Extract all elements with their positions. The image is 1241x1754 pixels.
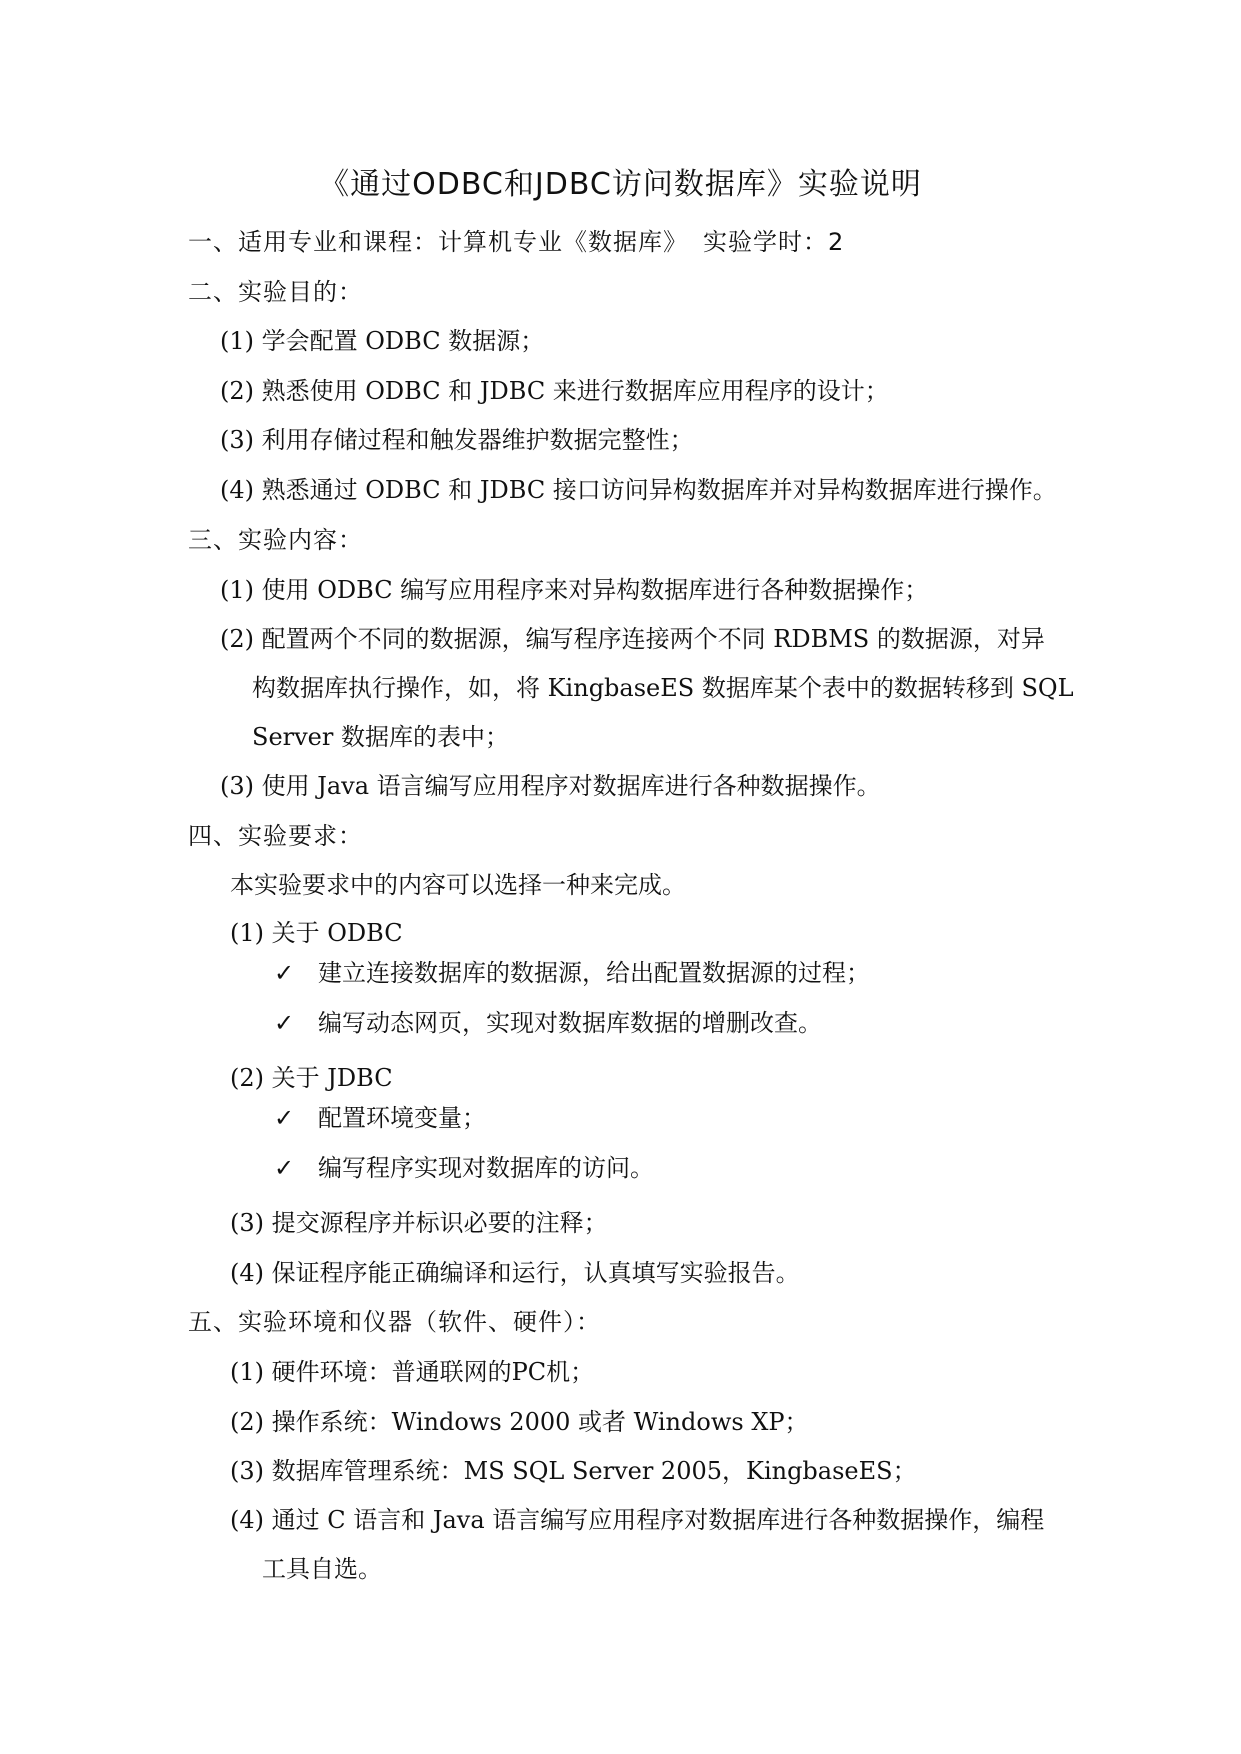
section5-item-3: (3) 数据库管理系统：MS SQL Server 2005，KingbaseES； bbox=[230, 1457, 917, 1485]
section4-odbc-label: (1) 关于 ODBC bbox=[230, 919, 403, 947]
section4-item-4: (4) 保证程序能正确编译和运行，认真填写实验报告。 bbox=[230, 1259, 800, 1287]
section3-item-2-line-2: 构数据库执行操作，如，将 KingbaseES 数据库某个表中的数据转移到 SQL bbox=[252, 674, 1074, 702]
section1-label: 一、适用专业和课程：计算机专业《数据库》 bbox=[188, 228, 688, 256]
section3-item-1: (1) 使用 ODBC 编写应用程序来对异构数据库进行各种数据操作； bbox=[220, 576, 929, 604]
section3-item-2-line-1: (2) 配置两个不同的数据源，编写程序连接两个不同 RDBMS 的数据源，对异 bbox=[220, 625, 1045, 653]
section3-item-2-line-3: Server 数据库的表中； bbox=[252, 723, 509, 751]
jdbc-bullet-2: 编写程序实现对数据库的访问。 bbox=[318, 1154, 654, 1182]
section3-item-3: (3) 使用 Java 语言编写应用程序对数据库进行各种数据操作。 bbox=[220, 772, 881, 800]
section2-item-4: (4) 熟悉通过 ODBC 和 JDBC 接口访问异构数据库并对异构数据库进行操作。 bbox=[220, 476, 1057, 504]
document-title: 《通过ODBC和JDBC访问数据库》实验说明 bbox=[319, 167, 922, 202]
section2-item-1: (1) 学会配置 ODBC 数据源； bbox=[220, 327, 545, 355]
check-icon: ✓ bbox=[274, 1154, 295, 1182]
check-icon: ✓ bbox=[274, 959, 295, 987]
check-icon: ✓ bbox=[274, 1104, 295, 1132]
section2-item-2: (2) 熟悉使用 ODBC 和 JDBC 来进行数据库应用程序的设计； bbox=[220, 377, 889, 405]
jdbc-bullet-1: 配置环境变量； bbox=[318, 1104, 486, 1132]
section4-intro: 本实验要求中的内容可以选择一种来完成。 bbox=[230, 871, 686, 899]
check-icon: ✓ bbox=[274, 1009, 295, 1037]
section1-hours: 实验学时：2 bbox=[703, 228, 845, 256]
section4-heading: 四、实验要求： bbox=[188, 822, 363, 850]
section5-item-4-line-1: (4) 通过 C 语言和 Java 语言编写应用程序对数据库进行各种数据操作，编程 bbox=[230, 1506, 1045, 1534]
section5-item-2: (2) 操作系统：Windows 2000 或者 Windows XP； bbox=[230, 1408, 809, 1436]
section2-heading: 二、实验目的： bbox=[188, 278, 363, 306]
section3-heading: 三、实验内容： bbox=[188, 526, 363, 554]
section5-item-4-line-2: 工具自选。 bbox=[262, 1555, 382, 1583]
section5-item-1: (1) 硬件环境：普通联网的PC机； bbox=[230, 1358, 595, 1386]
section5-heading: 五、实验环境和仪器（软件、硬件）： bbox=[188, 1308, 601, 1336]
section2-item-3: (3) 利用存储过程和触发器维护数据完整性； bbox=[220, 426, 694, 454]
odbc-bullet-1: 建立连接数据库的数据源，给出配置数据源的过程； bbox=[318, 959, 870, 987]
section4-jdbc-label: (2) 关于 JDBC bbox=[230, 1064, 393, 1092]
odbc-bullet-2: 编写动态网页，实现对数据库数据的增删改查。 bbox=[318, 1009, 822, 1037]
section4-item-3: (3) 提交源程序并标识必要的注释； bbox=[230, 1209, 608, 1237]
